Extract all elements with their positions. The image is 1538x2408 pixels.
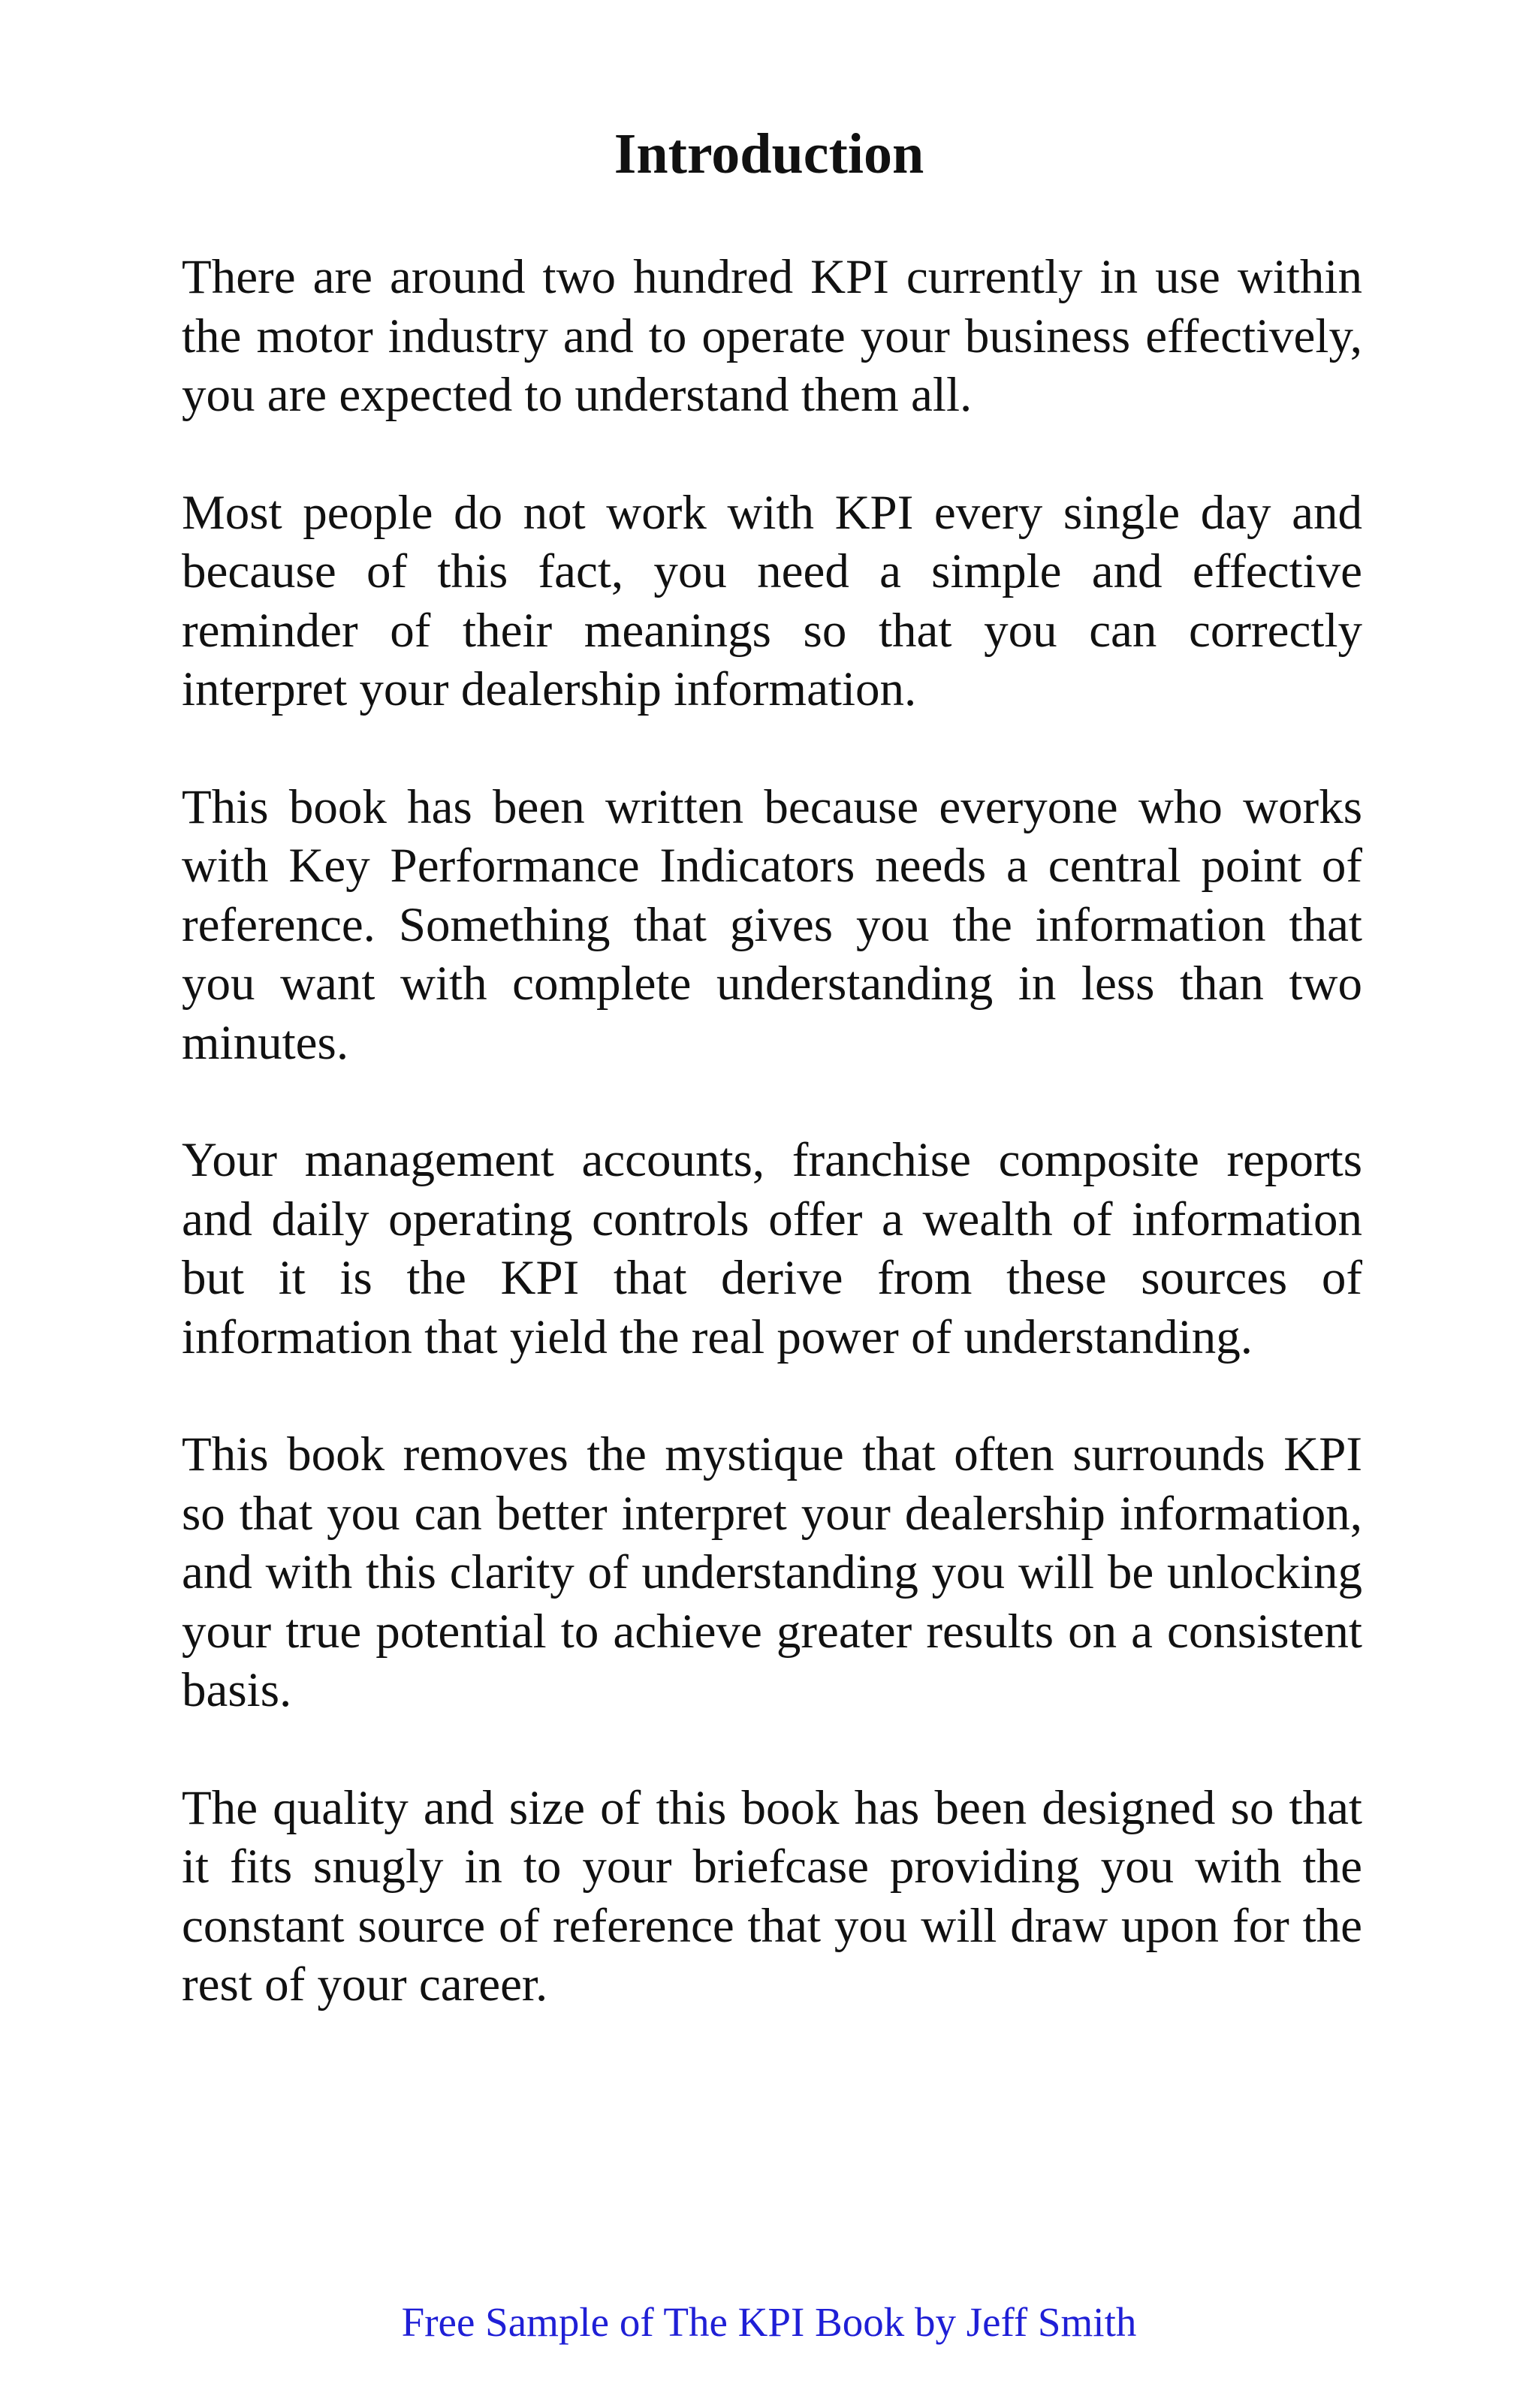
paragraph-2: Most people do not work with KPI every single day and because of this fact, you need a simple and effective reminder of their meanings so that you can correctly interpret your dealership information.	[182, 485, 1362, 716]
footer-note: Free Sample of The KPI Book by Jeff Smith	[401, 2299, 1137, 2345]
paragraph-3: This book has been written because everyone who works with Key Performance Indicators needs a central point of reference. Something that gives you the information that you want with complete understanding in less than two minutes.	[182, 779, 1362, 1070]
page-title: Introduction	[614, 122, 924, 185]
paragraph-6: The quality and size of this book has been designed so that it fits snugly in to your briefcase providing you with the constant source of reference that you will draw upon for the rest of your career.	[182, 1780, 1362, 2012]
paragraph-1: There are around two hundred KPI currently in use within the motor industry and to operate your business effectively, you are expected to understand them all.	[182, 250, 1362, 422]
body-text	[182, 248, 1362, 2073]
paragraph-5: This book removes the mystique that often surrounds KPI so that you can better interpret your dealership information, and with this clarity of understanding you will be unlocking your true potential to achieve greater results on a consistent basis.	[182, 1427, 1362, 1717]
paragraph-4: Your management accounts, franchise composite reports and daily operating controls offer a wealth of information but it is the KPI that derive from these sources of information that yield the real power of understanding.	[182, 1133, 1362, 1364]
